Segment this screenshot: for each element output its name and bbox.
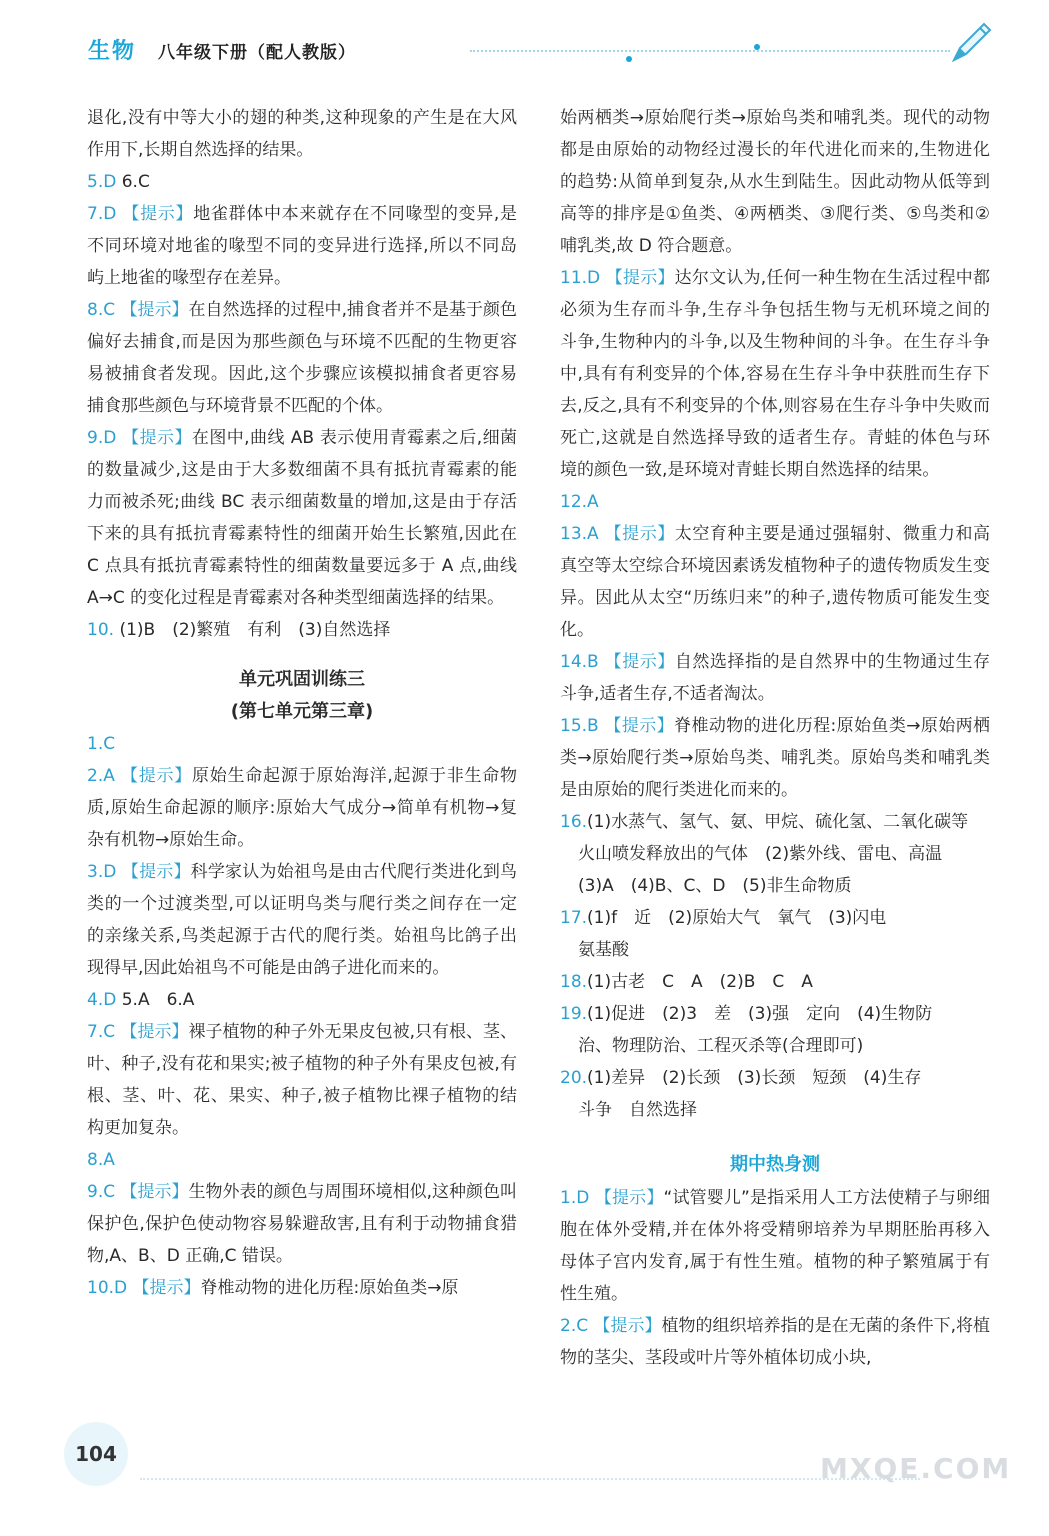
answer-text: 退化,没有中等大小的翅的种类,这种现象的产生是在大风作用下,长期自然选择的结果。: [87, 108, 517, 160]
answer-text: 自然选择指的是自然界中的生物通过生存斗争,适者生存,不适者淘汰。: [560, 652, 991, 704]
answer-item: [560, 1310, 990, 1374]
subject-title: 生物: [88, 39, 137, 64]
answer-item: [87, 294, 517, 422]
answer-text: 5.A 6.A: [121, 990, 195, 1010]
answer-text: 在自然选择的过程中,捕食者并不是基于颜色偏好去捕食,而是因为那些颜色与环境不匹配的生物更容易被捕食者发现。因此,这个步骤应该模拟捕食者更容易捕食那些颜色与环境背景不匹配的个体。: [87, 300, 518, 416]
answer-number: 18.: [560, 972, 588, 992]
answer-text: (1)B (2)繁殖 有利 (3)自然选择: [119, 620, 391, 640]
answer-number: 20.: [560, 1068, 588, 1088]
answer-item: [560, 262, 990, 486]
hint-label: 【提示】: [120, 300, 189, 320]
answer-item: [87, 1272, 517, 1304]
answer-text: 脊椎动物的进化历程:原始鱼类→原: [200, 1278, 459, 1298]
page-number: 104: [64, 1422, 128, 1486]
answer-number: 9.C: [87, 1182, 116, 1202]
watermark: MXQE.COM: [820, 1452, 1012, 1485]
answer-item: [87, 1016, 517, 1144]
answer-number: 7.C: [87, 1022, 116, 1042]
answer-number: 1.D: [560, 1188, 590, 1208]
hint-label: 【提示】: [121, 766, 193, 786]
hint-label: 【提示】: [122, 204, 194, 224]
answer-item: [87, 422, 517, 614]
answer-item: [87, 984, 517, 1016]
answer-line: (1)促进 (2)3 差 (3)强 定向 (4)生物防: [587, 1004, 933, 1024]
hint-label: 【提示】: [120, 1182, 189, 1202]
footer-divider: [140, 1478, 920, 1480]
hint-label: 【提示】: [120, 1022, 189, 1042]
answer-text: 生物外表的颜色与周围环境相似,这种颜色叫保护色,保护色使动物容易躲避敌害,且有利于动物捕食猎物,A、B、D 正确,C 错误。: [87, 1182, 518, 1266]
right-column: [560, 102, 990, 1374]
answer-item: [560, 646, 990, 710]
answer-line: (3)A (4)B、C、D (5)非生命物质: [578, 876, 852, 896]
answer-line: (1)f 近 (2)原始大气 氧气 (3)闪电: [587, 908, 887, 928]
answer-item: [560, 902, 990, 966]
answer-text: 达尔文认为,任何一种生物在生活过程中都必须为生存而斗争,生存斗争包括生物与无机环境之间的斗争,生物种内的斗争,以及生物种间的斗争。在生存斗争中,具有有利变异的个体,容易在生存斗争中获胜而生存下去,反之,具有不利变异的个体,则容易在生存斗争中失败而死亡,这就是自然选择导致的适者生存。青蛙的体色与环境的颜色一致,是环境对青蛙长期自然选择的结果。: [560, 268, 991, 480]
answer-line: 火山喷发释放出的气体 (2)紫外线、雷电、高温: [578, 844, 943, 864]
answer-item: [87, 728, 517, 760]
answer-item: [560, 966, 990, 998]
answer-text: 太空育种主要是通过强辐射、微重力和高真空等太空综合环境因素诱发植物种子的遗传物质发生变异。因此从太空“历练归来”的种子,遗传物质可能发生变化。: [560, 524, 991, 640]
answer-text: 科学家认为始祖鸟是由古代爬行类进化到鸟类的一个过渡类型,可以证明鸟类与爬行类之间存在一定的亲缘关系,鸟类起源于古代的爬行类。始祖鸟比鸽子出现得早,因此始祖鸟不可能是由鸽子进化而来的。: [87, 862, 518, 978]
answer-item: [560, 1062, 990, 1126]
answer-item: [560, 710, 990, 806]
answer-item: [87, 166, 517, 198]
answer-line: 治、物理防治、工程灭杀等(合理即可): [578, 1036, 864, 1056]
left-column: [87, 102, 517, 1304]
hint-label: 【提示】: [594, 1188, 664, 1208]
answer-text: 在图中,曲线 AB 表示使用青霉素之后,细菌的数量减少,这是由于大多数细菌不具有抵抗青霉素的能力而被杀死;曲线 BC 表示细菌数量的增加,这是由于存活下来的具有抵抗青霉素特性的细菌开始生长繁殖,因此在 C 点具有抵抗青霉素特性的细菌数量要远多于 A 点,曲线 A→C 的变化过程是青霉素对各种类型细菌选择的结果。: [87, 428, 517, 608]
answer-item: [87, 856, 517, 984]
answer-line: 斗争 自然选择: [578, 1100, 697, 1120]
answer-line: (1)差异 (2)长颈 (3)长颈 短颈 (4)生存: [587, 1068, 922, 1088]
answer-number: 15.B: [560, 716, 599, 736]
answer-number: 10.D: [87, 1278, 128, 1298]
section-title: 单元巩固训练三: [239, 669, 365, 690]
book-title: 八年级下册（配人教版）: [158, 43, 356, 63]
answer-line: 氨基酸: [578, 940, 629, 960]
answer-item: [560, 486, 990, 518]
answer-text: “试管婴儿”是指采用人工方法使精子与卵细胞在体外受精,并在体外将受精卵培养为早期胚胎再移入母体子宫内发育,属于有性生殖。植物的种子繁殖属于有性生殖。: [560, 1188, 990, 1304]
answer-item: [87, 760, 517, 856]
answer-text: 6.C: [121, 172, 150, 192]
answer-number: 19.: [560, 1004, 588, 1024]
hint-label: 【提示】: [604, 524, 675, 544]
section-title-midterm: 期中热身测: [730, 1154, 820, 1175]
pen-icon: [946, 18, 996, 68]
answer-number: 16.: [560, 812, 588, 832]
answer-number: 7.D: [87, 204, 117, 224]
answer-item: [87, 102, 517, 166]
hint-label: 【提示】: [121, 862, 191, 882]
answer-item: [560, 518, 990, 646]
answer-text: 始两栖类→原始爬行类→原始鸟类和哺乳类。现代的动物都是由原始的动物经过漫长的年代进化而来的,生物进化的趋势:从简单到复杂,从水生到陆生。因此动物从低等到高等的排序是①鱼类、④两栖类、③爬行类、⑤鸟类和②哺乳类,故 D 符合题意。: [560, 108, 990, 256]
section-subtitle: (第七单元第三章): [230, 701, 374, 722]
answer-number: 14.B: [560, 652, 599, 672]
answer-text: 裸子植物的种子外无果皮包被,只有根、茎、叶、种子,没有花和果实;被子植物的种子外有果皮包被,有根、茎、叶、花、果实、种子,被子植物比裸子植物的结构更加复杂。: [87, 1022, 518, 1138]
answer-text: 脊椎动物的进化历程:原始鱼类→原始两栖类→原始爬行类→原始鸟类、哺乳类。原始鸟类和哺乳类是由原始的爬行类进化而来的。: [560, 716, 991, 800]
answer-number: 12.A: [560, 492, 599, 512]
answer-text: 植物的组织培养指的是在无菌的条件下,将植物的茎尖、茎段或叶片等外植体切成小块,: [560, 1316, 991, 1368]
answer-line: (1)古老 C A (2)B C A: [587, 972, 813, 992]
hint-label: 【提示】: [122, 428, 192, 448]
answer-item: [560, 1182, 990, 1310]
answer-item: [87, 1176, 517, 1272]
answer-number: 2.A: [87, 766, 115, 786]
hint-label: 【提示】: [605, 268, 675, 288]
answer-number: 9.D: [87, 428, 117, 448]
answer-item: [87, 198, 517, 294]
hint-label: 【提示】: [132, 1278, 201, 1298]
header-dot: [754, 44, 760, 50]
header-divider: [470, 50, 950, 52]
hint-label: 【提示】: [593, 1316, 662, 1336]
answer-number: 1.C: [87, 734, 116, 754]
answer-number: 3.D: [87, 862, 117, 882]
hint-label: 【提示】: [604, 716, 675, 736]
answer-item: [87, 1144, 517, 1176]
answer-item: [560, 806, 990, 902]
hint-label: 【提示】: [604, 652, 675, 672]
header-dot: [626, 56, 632, 62]
answer-number: 8.C: [87, 300, 116, 320]
answer-text: 原始生命起源于原始海洋,起源于非生命物质,原始生命起源的顺序:原始大气成分→简单有机物→复杂有机物→原始生命。: [87, 766, 518, 850]
answer-text: 地雀群体中本来就存在不同喙型的变异,是不同环境对地雀的喙型不同的变异进行选择,所以不同岛屿上地雀的喙型存在差异。: [87, 204, 518, 288]
answer-item: [87, 614, 517, 646]
answer-number: 11.D: [560, 268, 601, 288]
answer-item: [560, 998, 990, 1062]
page-header: [0, 0, 1049, 72]
answer-number: 13.A: [560, 524, 599, 544]
answer-number: 2.C: [560, 1316, 589, 1336]
answer-number: 5.D: [87, 172, 117, 192]
answer-item: [560, 102, 990, 262]
answer-number: 4.D: [87, 990, 117, 1010]
answer-line: (1)水蒸气、氢气、氨、甲烷、硫化氢、二氧化碳等: [587, 812, 969, 832]
answer-number: 10.: [87, 620, 115, 640]
answer-number: 8.A: [87, 1150, 115, 1170]
answer-number: 17.: [560, 908, 588, 928]
